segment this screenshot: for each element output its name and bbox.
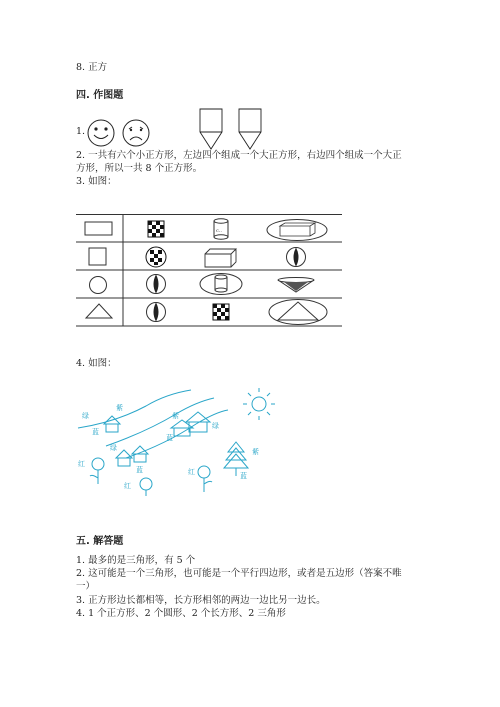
triangle-in-ellipse-icon — [268, 298, 328, 326]
q3-label: 3. 如图： — [76, 176, 117, 187]
label-red-1: 红 — [78, 460, 85, 468]
ball-icon-2 — [145, 273, 167, 295]
answer-4: 4. 1 个正方形、2 个圆形、2 个长方形、2 三角形 — [76, 608, 286, 619]
svg-text:c..: c.. — [216, 228, 222, 234]
ball-icon — [285, 246, 307, 268]
colored-landscape-drawing — [76, 384, 276, 496]
q2-line-2: 方形，所以一共 8 个正方形。 — [76, 163, 203, 174]
item-8-answer: 8. 正方 — [76, 62, 108, 73]
label-green-3: 绿 — [110, 444, 117, 452]
label-green-1: 绿 — [82, 412, 89, 420]
checker-cube-icon-2 — [212, 303, 230, 321]
answer-2-line-1: 2. 这可能是一个三角形，也可能是一个平行四边形，或者是五边形（答案不唯 — [76, 568, 402, 579]
label-blue-1: 蓝 — [92, 428, 99, 436]
triangle-shape — [84, 302, 114, 320]
square-shape — [88, 247, 108, 267]
section-5-heading: 五. 解答题 — [76, 536, 124, 547]
label-red-2: 红 — [124, 482, 131, 490]
box-icon — [203, 247, 237, 269]
pentagon-shape-2 — [238, 108, 262, 150]
label-green-2: 绿 — [212, 422, 219, 430]
box-in-ellipse-icon — [266, 218, 328, 242]
label-blue-2: 蓝 — [166, 434, 173, 442]
ball-icon-3 — [145, 301, 167, 323]
checker-ball-icon — [144, 245, 168, 269]
sad-face-icon — [121, 118, 151, 148]
label-blue-3: 蓝 — [136, 466, 143, 474]
checker-cube-icon — [146, 219, 166, 239]
q1-label: 1. — [76, 126, 86, 137]
label-purple-1: 紫 — [116, 404, 123, 412]
can-in-ellipse-icon — [199, 272, 243, 296]
answer-3: 3. 正方形边长都相等，长方形相邻的两边一边比另一边长。 — [76, 595, 326, 606]
answer-1: 1. 最多的是三角形，有 5 个 — [76, 555, 196, 566]
circle-shape — [88, 275, 108, 295]
rectangle-shape — [84, 221, 114, 237]
section-4-heading: 四. 作图题 — [76, 90, 124, 101]
happy-face-icon — [86, 118, 116, 148]
q2-line-1: 2. 一共有六个小正方形，左边四个组成一个大正方形，右边四个组成一个大正 — [76, 150, 402, 161]
pentagon-shape-1 — [199, 108, 223, 150]
label-blue-4: 蓝 — [240, 472, 247, 480]
label-purple-2: 紫 — [172, 412, 179, 420]
cone-icon — [276, 277, 316, 293]
can-icon — [212, 218, 230, 240]
label-red-3: 红 — [188, 468, 195, 476]
answer-2-line-2: 一） — [76, 581, 96, 592]
label-purple-3: 紫 — [252, 448, 259, 456]
q4-label: 4. 如图： — [76, 358, 117, 369]
